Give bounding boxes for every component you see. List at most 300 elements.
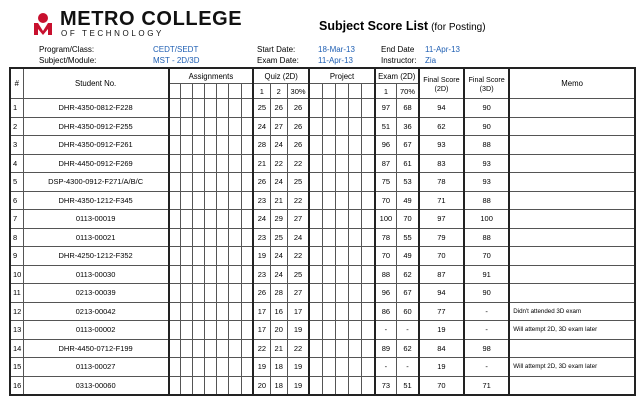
assignment-cell bbox=[169, 210, 181, 229]
assignment-cell bbox=[241, 321, 253, 340]
project-cell bbox=[362, 84, 375, 99]
assignment-cell bbox=[241, 339, 253, 358]
quiz-weighted-score: 26 bbox=[287, 117, 309, 136]
row-index: 3 bbox=[10, 136, 23, 155]
row-index: 10 bbox=[10, 265, 23, 284]
project-cell bbox=[335, 302, 348, 321]
project-cell bbox=[362, 228, 375, 247]
project-cell bbox=[322, 173, 335, 192]
student-number: 0113-00021 bbox=[23, 228, 169, 247]
project-cell bbox=[349, 376, 362, 395]
table-row bbox=[10, 173, 635, 192]
exam-weighted-score: 61 bbox=[397, 154, 419, 173]
quiz-pct-subheader: 30% bbox=[287, 84, 309, 99]
final-score-3d: 100 bbox=[464, 210, 509, 229]
assignment-cell bbox=[229, 302, 241, 321]
row-index: 16 bbox=[10, 376, 23, 395]
final-score-2d: 83 bbox=[419, 154, 464, 173]
exam-weighted-score: 36 bbox=[397, 117, 419, 136]
quiz-1-score: 17 bbox=[253, 302, 270, 321]
assignment-cell bbox=[241, 284, 253, 303]
project-cell bbox=[335, 191, 348, 210]
assignment-cell bbox=[205, 376, 217, 395]
project-cell bbox=[349, 191, 362, 210]
project-cell bbox=[322, 321, 335, 340]
quiz-2-score: 28 bbox=[270, 284, 287, 303]
instructor-value: Zia bbox=[425, 56, 437, 65]
assignment-cell bbox=[229, 210, 241, 229]
final-score-3d: 98 bbox=[464, 339, 509, 358]
final-score-3d: 88 bbox=[464, 191, 509, 210]
project-cell bbox=[322, 302, 335, 321]
assignment-cell bbox=[181, 302, 193, 321]
exam-score: 89 bbox=[375, 339, 397, 358]
end-date-value: 11-Apr-13 bbox=[425, 45, 460, 54]
final-score-3d: 91 bbox=[464, 265, 509, 284]
assignment-cell bbox=[229, 247, 241, 266]
quiz-1-score: 24 bbox=[253, 210, 270, 229]
project-cell bbox=[335, 210, 348, 229]
assignment-cell bbox=[169, 99, 181, 118]
row-index: 12 bbox=[10, 302, 23, 321]
final-score-2d: 93 bbox=[419, 136, 464, 155]
row-index: 13 bbox=[10, 321, 23, 340]
student-number: DHR-4450-0912-F269 bbox=[23, 154, 169, 173]
quiz-2-score: 22 bbox=[270, 154, 287, 173]
exam-score: - bbox=[375, 321, 397, 340]
logo-college-name: METRO COLLEGE bbox=[60, 8, 243, 30]
final-score-3d: 71 bbox=[464, 376, 509, 395]
memo-cell bbox=[509, 376, 635, 395]
project-cell bbox=[349, 136, 362, 155]
assignment-cell bbox=[205, 117, 217, 136]
exam-weighted-score: 67 bbox=[397, 284, 419, 303]
exam-score: 73 bbox=[375, 376, 397, 395]
assignment-cell bbox=[181, 210, 193, 229]
project-cell bbox=[362, 247, 375, 266]
project-cell bbox=[309, 191, 322, 210]
project-cell bbox=[309, 154, 322, 173]
assignment-cell bbox=[217, 321, 229, 340]
project-cell bbox=[309, 210, 322, 229]
project-cell bbox=[349, 228, 362, 247]
assignment-cell bbox=[169, 358, 181, 377]
assignment-cell bbox=[217, 228, 229, 247]
assignment-cell bbox=[169, 284, 181, 303]
row-index: 15 bbox=[10, 358, 23, 377]
row-index: 2 bbox=[10, 117, 23, 136]
quiz-weighted-score: 17 bbox=[287, 302, 309, 321]
assignment-cell bbox=[193, 284, 205, 303]
project-cell bbox=[335, 173, 348, 192]
assignment-cell bbox=[181, 136, 193, 155]
memo-cell: Didn't attended 3D exam bbox=[509, 302, 635, 321]
assignment-cell bbox=[205, 265, 217, 284]
row-index: 5 bbox=[10, 173, 23, 192]
assignment-cell bbox=[193, 210, 205, 229]
final-score-3d: - bbox=[464, 302, 509, 321]
project-cell bbox=[309, 136, 322, 155]
assignment-cell bbox=[181, 284, 193, 303]
project-cell bbox=[322, 247, 335, 266]
college-logo-icon bbox=[30, 9, 56, 35]
project-cell bbox=[322, 136, 335, 155]
project-cell bbox=[349, 154, 362, 173]
exam-score: 51 bbox=[375, 117, 397, 136]
row-index: 14 bbox=[10, 339, 23, 358]
assignment-cell bbox=[241, 136, 253, 155]
memo-cell bbox=[509, 191, 635, 210]
assignment-cell bbox=[217, 376, 229, 395]
row-index: 8 bbox=[10, 228, 23, 247]
assignment-cell bbox=[205, 136, 217, 155]
student-number: 0113-00030 bbox=[23, 265, 169, 284]
project-cell bbox=[335, 84, 348, 99]
student-number: DHR-4350-0812-F228 bbox=[23, 99, 169, 118]
project-cell bbox=[322, 154, 335, 173]
quiz-2-score: 24 bbox=[270, 173, 287, 192]
assignment-cell bbox=[229, 191, 241, 210]
assignment-cell bbox=[205, 358, 217, 377]
col-final-3d-header: Final Score (3D) bbox=[464, 68, 509, 99]
project-cell bbox=[322, 84, 335, 99]
final-score-2d: 87 bbox=[419, 265, 464, 284]
exam-score: 86 bbox=[375, 302, 397, 321]
quiz-weighted-score: 27 bbox=[287, 210, 309, 229]
quiz-weighted-score: 19 bbox=[287, 358, 309, 377]
exam-date-value: 11-Apr-13 bbox=[318, 56, 353, 65]
final-score-2d: 70 bbox=[419, 376, 464, 395]
memo-cell bbox=[509, 136, 635, 155]
project-cell bbox=[309, 265, 322, 284]
assignment-cell bbox=[217, 302, 229, 321]
score-table bbox=[9, 67, 636, 396]
project-cell bbox=[335, 358, 348, 377]
assignment-cell bbox=[241, 265, 253, 284]
assignment-cell bbox=[181, 247, 193, 266]
project-cell bbox=[349, 99, 362, 118]
instructor-label: Instructor: bbox=[381, 56, 417, 65]
student-number: DHR-4250-1212-F352 bbox=[23, 247, 169, 266]
project-cell bbox=[349, 321, 362, 340]
assignment-cell bbox=[217, 191, 229, 210]
project-cell bbox=[335, 99, 348, 118]
project-cell bbox=[335, 136, 348, 155]
exam-weighted-score: 49 bbox=[397, 247, 419, 266]
project-cell bbox=[309, 302, 322, 321]
exam-weighted-score: 68 bbox=[397, 99, 419, 118]
page-title bbox=[319, 19, 486, 33]
final-score-2d: 62 bbox=[419, 117, 464, 136]
quiz-weighted-score: 22 bbox=[287, 247, 309, 266]
assignment-cell bbox=[241, 376, 253, 395]
assignment-cell bbox=[181, 228, 193, 247]
assignment-cell bbox=[229, 99, 241, 118]
assignment-cell bbox=[193, 173, 205, 192]
start-date-label: Start Date: bbox=[257, 45, 296, 54]
assignment-cell bbox=[205, 284, 217, 303]
project-cell bbox=[349, 210, 362, 229]
memo-cell: Will attempt 2D, 3D exam later bbox=[509, 321, 635, 340]
memo-cell bbox=[509, 247, 635, 266]
assignment-cell bbox=[217, 117, 229, 136]
exam-weighted-score: 60 bbox=[397, 302, 419, 321]
quiz-weighted-score: 19 bbox=[287, 376, 309, 395]
project-cell bbox=[335, 247, 348, 266]
assignment-cell bbox=[181, 265, 193, 284]
project-cell bbox=[322, 284, 335, 303]
assignment-cell bbox=[241, 99, 253, 118]
assignment-cell bbox=[229, 321, 241, 340]
exam-weighted-score: - bbox=[397, 321, 419, 340]
table-row bbox=[10, 228, 635, 247]
table-row bbox=[10, 99, 635, 118]
assignment-cell bbox=[193, 84, 205, 99]
project-cell bbox=[362, 136, 375, 155]
assignment-cell bbox=[217, 136, 229, 155]
assignment-cell bbox=[229, 117, 241, 136]
quiz-weighted-score: 27 bbox=[287, 284, 309, 303]
assignment-cell bbox=[169, 136, 181, 155]
quiz-2-score: 21 bbox=[270, 191, 287, 210]
project-cell bbox=[335, 339, 348, 358]
student-number: 0213-00042 bbox=[23, 302, 169, 321]
exam-score: - bbox=[375, 358, 397, 377]
col-quiz-header: Quiz (2D) bbox=[253, 68, 309, 84]
assignment-cell bbox=[181, 154, 193, 173]
assignment-cell bbox=[229, 265, 241, 284]
exam-weighted-score: 70 bbox=[397, 210, 419, 229]
assignment-cell bbox=[193, 154, 205, 173]
quiz-weighted-score: 26 bbox=[287, 99, 309, 118]
assignment-cell bbox=[241, 117, 253, 136]
project-cell bbox=[309, 173, 322, 192]
assignment-cell bbox=[241, 154, 253, 173]
row-index: 6 bbox=[10, 191, 23, 210]
quiz-2-score: 29 bbox=[270, 210, 287, 229]
exam-weighted-score: 49 bbox=[397, 191, 419, 210]
final-score-2d: 78 bbox=[419, 173, 464, 192]
exam-score: 96 bbox=[375, 136, 397, 155]
quiz-1-score: 22 bbox=[253, 339, 270, 358]
quiz-1-score: 23 bbox=[253, 228, 270, 247]
project-cell bbox=[322, 358, 335, 377]
project-cell bbox=[362, 302, 375, 321]
student-number: DSP-4300-0912-F271/A/B/C bbox=[23, 173, 169, 192]
quiz-2-score: 20 bbox=[270, 321, 287, 340]
assignment-cell bbox=[193, 358, 205, 377]
final-score-3d: 88 bbox=[464, 228, 509, 247]
quiz-1-score: 21 bbox=[253, 154, 270, 173]
quiz-2-score: 25 bbox=[270, 228, 287, 247]
row-index: 4 bbox=[10, 154, 23, 173]
exam-weighted-score: 62 bbox=[397, 339, 419, 358]
table-row bbox=[10, 191, 635, 210]
assignment-cell bbox=[193, 136, 205, 155]
quiz-1-score: 28 bbox=[253, 136, 270, 155]
exam-date-label: Exam Date: bbox=[257, 56, 299, 65]
final-score-2d: 71 bbox=[419, 191, 464, 210]
project-cell bbox=[309, 228, 322, 247]
project-cell bbox=[349, 117, 362, 136]
student-number: 0113-00002 bbox=[23, 321, 169, 340]
final-score-3d: 93 bbox=[464, 173, 509, 192]
memo-cell bbox=[509, 173, 635, 192]
final-score-2d: 97 bbox=[419, 210, 464, 229]
assignment-cell bbox=[217, 358, 229, 377]
assignment-cell bbox=[193, 228, 205, 247]
assignment-cell bbox=[169, 247, 181, 266]
quiz-weighted-score: 19 bbox=[287, 321, 309, 340]
final-score-2d: 70 bbox=[419, 247, 464, 266]
row-index: 7 bbox=[10, 210, 23, 229]
quiz-2-score: 21 bbox=[270, 339, 287, 358]
assignment-cell bbox=[241, 302, 253, 321]
assignment-cell bbox=[217, 154, 229, 173]
quiz-2-score: 24 bbox=[270, 265, 287, 284]
project-cell bbox=[309, 84, 322, 99]
quiz-1-score: 20 bbox=[253, 376, 270, 395]
table-body bbox=[10, 99, 635, 396]
exam-weighted-score: 67 bbox=[397, 136, 419, 155]
project-cell bbox=[309, 339, 322, 358]
assignment-cell bbox=[205, 154, 217, 173]
project-cell bbox=[335, 284, 348, 303]
project-cell bbox=[349, 173, 362, 192]
final-score-3d: - bbox=[464, 321, 509, 340]
assignment-cell bbox=[181, 173, 193, 192]
assignment-cell bbox=[205, 99, 217, 118]
assignment-cell bbox=[169, 173, 181, 192]
project-cell bbox=[335, 265, 348, 284]
assignment-cell bbox=[229, 84, 241, 99]
quiz-2-score: 24 bbox=[270, 247, 287, 266]
assignment-cell bbox=[205, 210, 217, 229]
assignment-cell bbox=[193, 117, 205, 136]
memo-cell: Will attempt 2D, 3D exam later bbox=[509, 358, 635, 377]
assignment-cell bbox=[169, 228, 181, 247]
memo-cell bbox=[509, 210, 635, 229]
start-date-value: 18-Mar-13 bbox=[318, 45, 355, 54]
col-assignments-header: Assignments bbox=[169, 68, 253, 84]
quiz-1-subheader: 1 bbox=[253, 84, 270, 99]
exam-score: 75 bbox=[375, 173, 397, 192]
quiz-2-score: 27 bbox=[270, 117, 287, 136]
table-row bbox=[10, 154, 635, 173]
assignment-cell bbox=[205, 191, 217, 210]
final-score-3d: - bbox=[464, 358, 509, 377]
row-index: 9 bbox=[10, 247, 23, 266]
memo-cell bbox=[509, 228, 635, 247]
quiz-2-subheader: 2 bbox=[270, 84, 287, 99]
logo-college-subtitle: OF TECHNOLOGY bbox=[61, 29, 164, 38]
col-memo-header: Memo bbox=[509, 68, 635, 99]
project-cell bbox=[322, 265, 335, 284]
memo-cell bbox=[509, 117, 635, 136]
project-cell bbox=[322, 339, 335, 358]
final-score-2d: 94 bbox=[419, 284, 464, 303]
table-row bbox=[10, 376, 635, 395]
quiz-weighted-score: 26 bbox=[287, 136, 309, 155]
exam-weighted-score: - bbox=[397, 358, 419, 377]
quiz-weighted-score: 25 bbox=[287, 265, 309, 284]
project-cell bbox=[362, 191, 375, 210]
final-score-2d: 19 bbox=[419, 358, 464, 377]
table-row bbox=[10, 339, 635, 358]
project-cell bbox=[362, 117, 375, 136]
table-header-row bbox=[10, 68, 635, 84]
col-exam-header: Exam (2D) bbox=[375, 68, 419, 84]
assignment-cell bbox=[229, 136, 241, 155]
exam-score: 87 bbox=[375, 154, 397, 173]
assignment-cell bbox=[193, 247, 205, 266]
assignment-cell bbox=[205, 84, 217, 99]
project-cell bbox=[335, 228, 348, 247]
project-cell bbox=[362, 376, 375, 395]
assignment-cell bbox=[181, 117, 193, 136]
exam-pct-subheader: 70% bbox=[397, 84, 419, 99]
assignment-cell bbox=[241, 358, 253, 377]
col-final-2d-header: Final Score (2D) bbox=[419, 68, 464, 99]
quiz-1-score: 24 bbox=[253, 117, 270, 136]
table-row bbox=[10, 302, 635, 321]
assignment-cell bbox=[241, 247, 253, 266]
assignment-cell bbox=[205, 302, 217, 321]
project-cell bbox=[322, 99, 335, 118]
project-cell bbox=[322, 376, 335, 395]
project-cell bbox=[349, 339, 362, 358]
page-title-main: Subject Score List bbox=[319, 19, 429, 33]
assignment-cell bbox=[181, 84, 193, 99]
quiz-1-score: 23 bbox=[253, 265, 270, 284]
exam-1-subheader: 1 bbox=[375, 84, 397, 99]
exam-weighted-score: 53 bbox=[397, 173, 419, 192]
quiz-2-score: 18 bbox=[270, 376, 287, 395]
final-score-3d: 90 bbox=[464, 99, 509, 118]
page-title-suffix: (for Posting) bbox=[431, 22, 486, 33]
project-cell bbox=[349, 284, 362, 303]
subject-value: MST - 2D/3D bbox=[153, 56, 200, 65]
quiz-1-score: 17 bbox=[253, 321, 270, 340]
memo-cell bbox=[509, 339, 635, 358]
project-cell bbox=[362, 173, 375, 192]
student-number: DHR-4450-0712-F199 bbox=[23, 339, 169, 358]
assignment-cell bbox=[205, 339, 217, 358]
assignment-cell bbox=[181, 339, 193, 358]
project-cell bbox=[349, 302, 362, 321]
project-cell bbox=[335, 376, 348, 395]
quiz-2-score: 18 bbox=[270, 358, 287, 377]
quiz-1-score: 25 bbox=[253, 99, 270, 118]
final-score-3d: 70 bbox=[464, 247, 509, 266]
assignment-cell bbox=[229, 376, 241, 395]
exam-score: 97 bbox=[375, 99, 397, 118]
assignment-cell bbox=[217, 84, 229, 99]
exam-weighted-score: 55 bbox=[397, 228, 419, 247]
final-score-3d: 88 bbox=[464, 136, 509, 155]
row-index: 11 bbox=[10, 284, 23, 303]
assignment-cell bbox=[181, 376, 193, 395]
final-score-2d: 94 bbox=[419, 99, 464, 118]
quiz-2-score: 16 bbox=[270, 302, 287, 321]
program-label: Program/Class: bbox=[39, 45, 95, 54]
student-number: DHR-4350-1212-F345 bbox=[23, 191, 169, 210]
assignment-cell bbox=[205, 321, 217, 340]
exam-score: 78 bbox=[375, 228, 397, 247]
assignment-cell bbox=[241, 228, 253, 247]
project-cell bbox=[349, 358, 362, 377]
assignment-cell bbox=[169, 117, 181, 136]
